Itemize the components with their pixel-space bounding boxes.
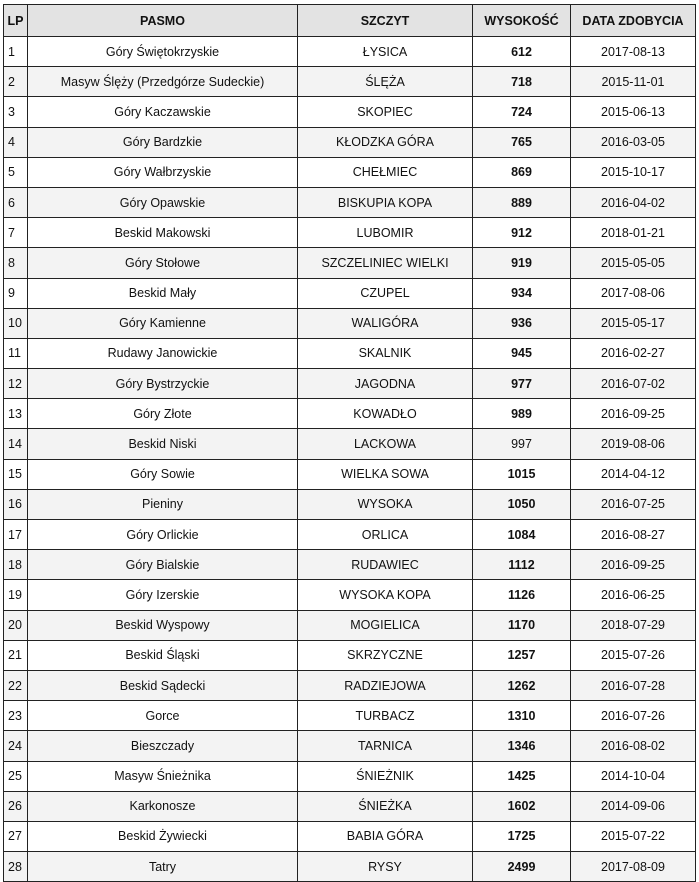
- row-szczyt-cell: ŚNIEŻNIK: [298, 761, 473, 791]
- row-szczyt-cell: BISKUPIA KOPA: [298, 187, 473, 217]
- table-row: [4, 610, 696, 640]
- row-pasmo-cell: Góry Świętokrzyskie: [28, 37, 298, 67]
- row-szczyt-cell: ŁYSICA: [298, 37, 473, 67]
- table-row: [4, 731, 696, 761]
- row-szczyt-cell: TARNICA: [298, 731, 473, 761]
- row-data-cell: 2017-08-09: [571, 852, 696, 882]
- row-lp-cell: 3: [4, 97, 28, 127]
- row-lp-cell: 8: [4, 248, 28, 278]
- row-data-cell: 2014-10-04: [571, 761, 696, 791]
- row-lp-cell: 10: [4, 308, 28, 338]
- row-data-cell: 2018-01-21: [571, 218, 696, 248]
- row-pasmo-cell: Góry Kamienne: [28, 308, 298, 338]
- row-wysokosc-cell: 1015: [473, 459, 571, 489]
- row-pasmo-cell: Beskid Wyspowy: [28, 610, 298, 640]
- header-szczyt: SZCZYT: [298, 5, 473, 37]
- row-szczyt-cell: LUBOMIR: [298, 218, 473, 248]
- row-szczyt-cell: WYSOKA KOPA: [298, 580, 473, 610]
- row-wysokosc-cell: 1050: [473, 489, 571, 519]
- row-pasmo-cell: Masyw Ślęży (Przedgórze Sudeckie): [28, 67, 298, 97]
- row-lp-cell: 25: [4, 761, 28, 791]
- table-row: [4, 640, 696, 670]
- row-szczyt-cell: KŁODZKA GÓRA: [298, 127, 473, 157]
- row-lp-cell: 18: [4, 550, 28, 580]
- row-lp-cell: 13: [4, 399, 28, 429]
- table-row: [4, 821, 696, 851]
- row-wysokosc-cell: 919: [473, 248, 571, 278]
- row-szczyt-cell: ŚLĘŻA: [298, 67, 473, 97]
- row-szczyt-cell: LACKOWA: [298, 429, 473, 459]
- row-data-cell: 2015-10-17: [571, 157, 696, 187]
- table-row: [4, 670, 696, 700]
- row-szczyt-cell: MOGIELICA: [298, 610, 473, 640]
- table-row: [4, 489, 696, 519]
- row-data-cell: 2015-05-05: [571, 248, 696, 278]
- row-pasmo-cell: Góry Złote: [28, 399, 298, 429]
- row-lp-cell: 14: [4, 429, 28, 459]
- row-lp-cell: 22: [4, 670, 28, 700]
- row-pasmo-cell: Beskid Żywiecki: [28, 821, 298, 851]
- table-row: [4, 459, 696, 489]
- row-szczyt-cell: TURBACZ: [298, 701, 473, 731]
- peaks-table: [3, 4, 696, 882]
- row-wysokosc-cell: 997: [473, 429, 571, 459]
- row-wysokosc-cell: 889: [473, 187, 571, 217]
- row-pasmo-cell: Góry Sowie: [28, 459, 298, 489]
- row-lp-cell: 5: [4, 157, 28, 187]
- row-wysokosc-cell: 2499: [473, 852, 571, 882]
- table-row: [4, 791, 696, 821]
- row-wysokosc-cell: 934: [473, 278, 571, 308]
- row-lp-cell: 26: [4, 791, 28, 821]
- row-lp-cell: 24: [4, 731, 28, 761]
- row-data-cell: 2016-08-27: [571, 520, 696, 550]
- table-row: [4, 761, 696, 791]
- row-wysokosc-cell: 1425: [473, 761, 571, 791]
- row-szczyt-cell: CHEŁMIEC: [298, 157, 473, 187]
- row-pasmo-cell: Tatry: [28, 852, 298, 882]
- row-wysokosc-cell: 1725: [473, 821, 571, 851]
- row-data-cell: 2016-06-25: [571, 580, 696, 610]
- row-lp-cell: 17: [4, 520, 28, 550]
- row-pasmo-cell: Góry Wałbrzyskie: [28, 157, 298, 187]
- row-szczyt-cell: SZCZELINIEC WIELKI: [298, 248, 473, 278]
- row-lp-cell: 6: [4, 187, 28, 217]
- table-row: [4, 278, 696, 308]
- row-wysokosc-cell: 1602: [473, 791, 571, 821]
- table-row: [4, 580, 696, 610]
- table-row: [4, 67, 696, 97]
- row-pasmo-cell: Góry Bardzkie: [28, 127, 298, 157]
- row-szczyt-cell: RUDAWIEC: [298, 550, 473, 580]
- table-row: [4, 127, 696, 157]
- row-lp-cell: 7: [4, 218, 28, 248]
- row-data-cell: 2018-07-29: [571, 610, 696, 640]
- table-row: [4, 37, 696, 67]
- row-data-cell: 2015-07-26: [571, 640, 696, 670]
- row-pasmo-cell: Karkonosze: [28, 791, 298, 821]
- row-data-cell: 2014-04-12: [571, 459, 696, 489]
- row-lp-cell: 4: [4, 127, 28, 157]
- row-pasmo-cell: Góry Stołowe: [28, 248, 298, 278]
- row-szczyt-cell: WIELKA SOWA: [298, 459, 473, 489]
- row-data-cell: 2016-07-26: [571, 701, 696, 731]
- header-lp: LP: [4, 5, 28, 37]
- row-wysokosc-cell: 977: [473, 369, 571, 399]
- row-lp-cell: 21: [4, 640, 28, 670]
- table-row: [4, 248, 696, 278]
- row-data-cell: 2016-07-02: [571, 369, 696, 399]
- row-szczyt-cell: KOWADŁO: [298, 399, 473, 429]
- row-pasmo-cell: Góry Kaczawskie: [28, 97, 298, 127]
- row-lp-cell: 12: [4, 369, 28, 399]
- row-data-cell: 2016-07-25: [571, 489, 696, 519]
- row-szczyt-cell: RYSY: [298, 852, 473, 882]
- row-data-cell: 2017-08-13: [571, 37, 696, 67]
- row-data-cell: 2015-11-01: [571, 67, 696, 97]
- row-data-cell: 2016-09-25: [571, 550, 696, 580]
- table-row: [4, 429, 696, 459]
- row-data-cell: 2016-04-02: [571, 187, 696, 217]
- row-wysokosc-cell: 1310: [473, 701, 571, 731]
- row-pasmo-cell: Bieszczady: [28, 731, 298, 761]
- row-pasmo-cell: Rudawy Janowickie: [28, 338, 298, 368]
- row-pasmo-cell: Góry Bialskie: [28, 550, 298, 580]
- table-row: [4, 157, 696, 187]
- peaks-table-container: [3, 4, 695, 882]
- row-pasmo-cell: Beskid Sądecki: [28, 670, 298, 700]
- row-lp-cell: 27: [4, 821, 28, 851]
- row-szczyt-cell: SKALNIK: [298, 338, 473, 368]
- row-data-cell: 2019-08-06: [571, 429, 696, 459]
- header-pasmo: PASMO: [28, 5, 298, 37]
- row-wysokosc-cell: 724: [473, 97, 571, 127]
- row-lp-cell: 1: [4, 37, 28, 67]
- row-data-cell: 2016-02-27: [571, 338, 696, 368]
- row-lp-cell: 20: [4, 610, 28, 640]
- row-wysokosc-cell: 718: [473, 67, 571, 97]
- row-wysokosc-cell: 1170: [473, 610, 571, 640]
- row-lp-cell: 16: [4, 489, 28, 519]
- row-data-cell: 2014-09-06: [571, 791, 696, 821]
- row-data-cell: 2016-08-02: [571, 731, 696, 761]
- row-wysokosc-cell: 945: [473, 338, 571, 368]
- row-szczyt-cell: SKOPIEC: [298, 97, 473, 127]
- row-wysokosc-cell: 1262: [473, 670, 571, 700]
- row-wysokosc-cell: 765: [473, 127, 571, 157]
- row-data-cell: 2015-07-22: [571, 821, 696, 851]
- row-szczyt-cell: SKRZYCZNE: [298, 640, 473, 670]
- header-data-zdobycia: DATA ZDOBYCIA: [571, 5, 696, 37]
- row-data-cell: 2015-06-13: [571, 97, 696, 127]
- table-row: [4, 187, 696, 217]
- row-wysokosc-cell: 869: [473, 157, 571, 187]
- row-data-cell: 2015-05-17: [571, 308, 696, 338]
- row-szczyt-cell: CZUPEL: [298, 278, 473, 308]
- row-szczyt-cell: WALIGÓRA: [298, 308, 473, 338]
- row-szczyt-cell: JAGODNA: [298, 369, 473, 399]
- row-wysokosc-cell: 612: [473, 37, 571, 67]
- row-lp-cell: 2: [4, 67, 28, 97]
- row-data-cell: 2016-09-25: [571, 399, 696, 429]
- row-pasmo-cell: Góry Opawskie: [28, 187, 298, 217]
- row-szczyt-cell: ŚNIEŻKA: [298, 791, 473, 821]
- row-szczyt-cell: RADZIEJOWA: [298, 670, 473, 700]
- table-row: [4, 218, 696, 248]
- row-wysokosc-cell: 1346: [473, 731, 571, 761]
- row-lp-cell: 28: [4, 852, 28, 882]
- row-pasmo-cell: Góry Orlickie: [28, 520, 298, 550]
- row-pasmo-cell: Beskid Makowski: [28, 218, 298, 248]
- table-row: [4, 852, 696, 882]
- row-pasmo-cell: Pieniny: [28, 489, 298, 519]
- table-body: [4, 37, 696, 882]
- row-wysokosc-cell: 912: [473, 218, 571, 248]
- row-wysokosc-cell: 1257: [473, 640, 571, 670]
- row-lp-cell: 9: [4, 278, 28, 308]
- row-szczyt-cell: WYSOKA: [298, 489, 473, 519]
- table-row: [4, 338, 696, 368]
- row-wysokosc-cell: 936: [473, 308, 571, 338]
- row-lp-cell: 23: [4, 701, 28, 731]
- table-row: [4, 701, 696, 731]
- row-data-cell: 2016-07-28: [571, 670, 696, 700]
- table-header-row: [4, 5, 696, 37]
- row-data-cell: 2017-08-06: [571, 278, 696, 308]
- header-wysokosc: WYSOKOŚĆ: [473, 5, 571, 37]
- row-pasmo-cell: Góry Bystrzyckie: [28, 369, 298, 399]
- row-pasmo-cell: Masyw Śnieżnika: [28, 761, 298, 791]
- row-wysokosc-cell: 1112: [473, 550, 571, 580]
- row-szczyt-cell: ORLICA: [298, 520, 473, 550]
- table-row: [4, 308, 696, 338]
- row-wysokosc-cell: 1084: [473, 520, 571, 550]
- table-row: [4, 550, 696, 580]
- row-wysokosc-cell: 1126: [473, 580, 571, 610]
- table-row: [4, 399, 696, 429]
- row-pasmo-cell: Góry Izerskie: [28, 580, 298, 610]
- row-szczyt-cell: BABIA GÓRA: [298, 821, 473, 851]
- table-row: [4, 520, 696, 550]
- table-row: [4, 97, 696, 127]
- row-lp-cell: 19: [4, 580, 28, 610]
- row-lp-cell: 11: [4, 338, 28, 368]
- row-pasmo-cell: Beskid Mały: [28, 278, 298, 308]
- row-lp-cell: 15: [4, 459, 28, 489]
- row-pasmo-cell: Gorce: [28, 701, 298, 731]
- row-data-cell: 2016-03-05: [571, 127, 696, 157]
- table-row: [4, 369, 696, 399]
- row-wysokosc-cell: 989: [473, 399, 571, 429]
- row-pasmo-cell: Beskid Śląski: [28, 640, 298, 670]
- row-pasmo-cell: Beskid Niski: [28, 429, 298, 459]
